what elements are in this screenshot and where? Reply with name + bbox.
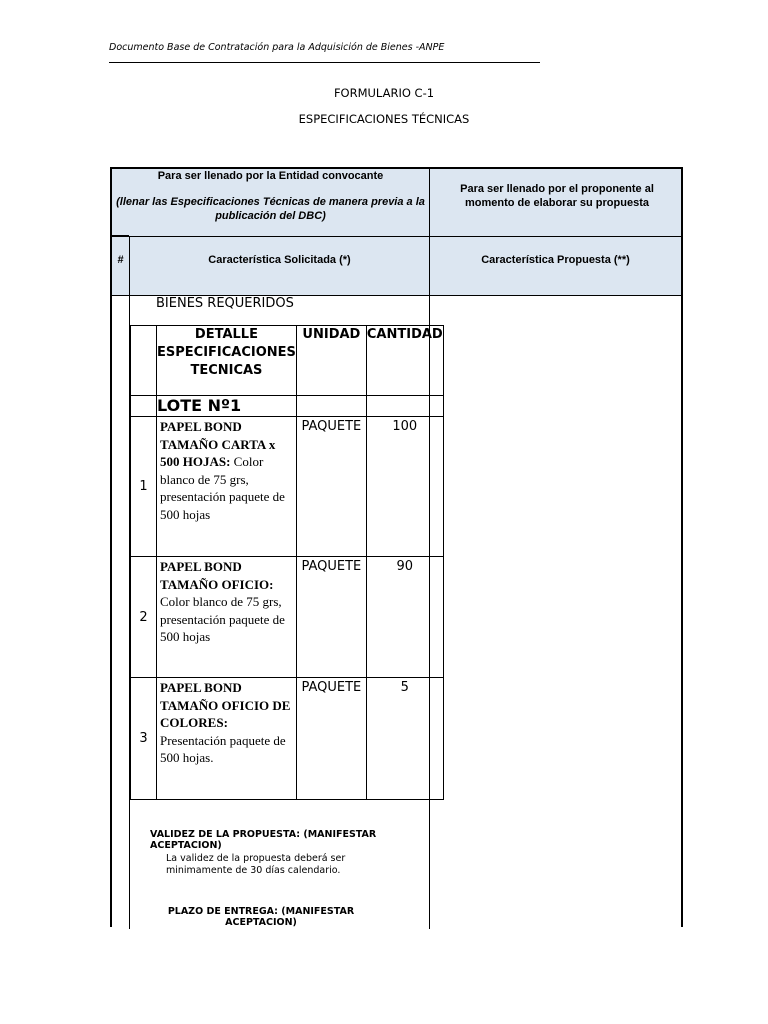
item-name: PAPEL BOND TAMAÑO OFICIO:: [160, 559, 274, 592]
item-quantity: 90: [366, 557, 443, 678]
table-row: [131, 557, 444, 678]
validity-heading: VALIDEZ DE LA PROPUESTA: (MANIFESTAR ACEPTACION): [150, 829, 377, 851]
item-detail: Color blanco de 75 grs, presentación paquete de 500 hojas: [160, 454, 285, 522]
item-unit: PAQUETE: [296, 557, 366, 678]
item-number: 3: [131, 678, 157, 800]
form-code: FORMULARIO C-1: [333, 86, 435, 100]
item-quantity: 100: [366, 417, 443, 557]
goods-section-label: BIENES REQUERIDOS: [156, 296, 294, 311]
goods-header-row: [131, 326, 444, 396]
item-detail: Presentación paquete de 500 hojas.: [160, 732, 286, 766]
col-requested-header: Característica Solicitada (*): [208, 254, 351, 266]
delivery-heading: PLAZO DE ENTREGA: (MANIFESTAR ACEPTACION): [167, 906, 355, 928]
lot-row: [131, 396, 444, 417]
table-row: [131, 678, 444, 800]
item-name: PAPEL BOND TAMAÑO OFICIO DE COLORES:: [160, 680, 291, 731]
qty-header: CANTIDAD: [366, 326, 443, 396]
item-description: [157, 678, 297, 800]
table-row: [131, 417, 444, 557]
header-divider: [109, 62, 540, 63]
detail-header: DETALLE ESPECIFICACIONES TECNICAS: [157, 326, 297, 396]
item-description: [157, 557, 297, 678]
validity-text: La validez de la propuesta deberá ser minimamente de 30 días calendario.: [166, 853, 346, 876]
entity-title: Para ser llenado por la Entidad convocante: [157, 170, 384, 182]
item-unit: PAQUETE: [296, 678, 366, 800]
entity-note: (llenar las Especificaciones Técnicas de manera previa a la publicación del DBC): [116, 196, 425, 222]
item-name: PAPEL BOND TAMAÑO CARTA x 500 HOJAS:: [160, 419, 276, 470]
form-title: ESPECIFICACIONES TÉCNICAS: [298, 112, 470, 126]
col-num-header: #: [117, 254, 124, 266]
goods-table: [130, 325, 444, 800]
specifications-table: [110, 167, 683, 927]
lot-label: LOTE Nº1: [157, 396, 297, 417]
item-detail: Color blanco de 75 grs, presentación paquete de 500 hojas: [160, 594, 285, 645]
item-number: 1: [131, 417, 157, 557]
header-row-divider: [112, 236, 681, 237]
unit-header: UNIDAD: [296, 326, 366, 396]
item-number: 2: [131, 557, 157, 678]
item-quantity: 5: [366, 678, 443, 800]
item-unit: PAQUETE: [296, 417, 366, 557]
document-header: Documento Base de Contratación para la Adquisición de Bienes -ANPE: [109, 42, 445, 53]
col-proposed-header: Característica Propuesta (**): [481, 254, 630, 266]
item-description: [157, 417, 297, 557]
bidder-title: Para ser llenado por el proponente al momento de elaborar su propuesta: [460, 183, 654, 209]
